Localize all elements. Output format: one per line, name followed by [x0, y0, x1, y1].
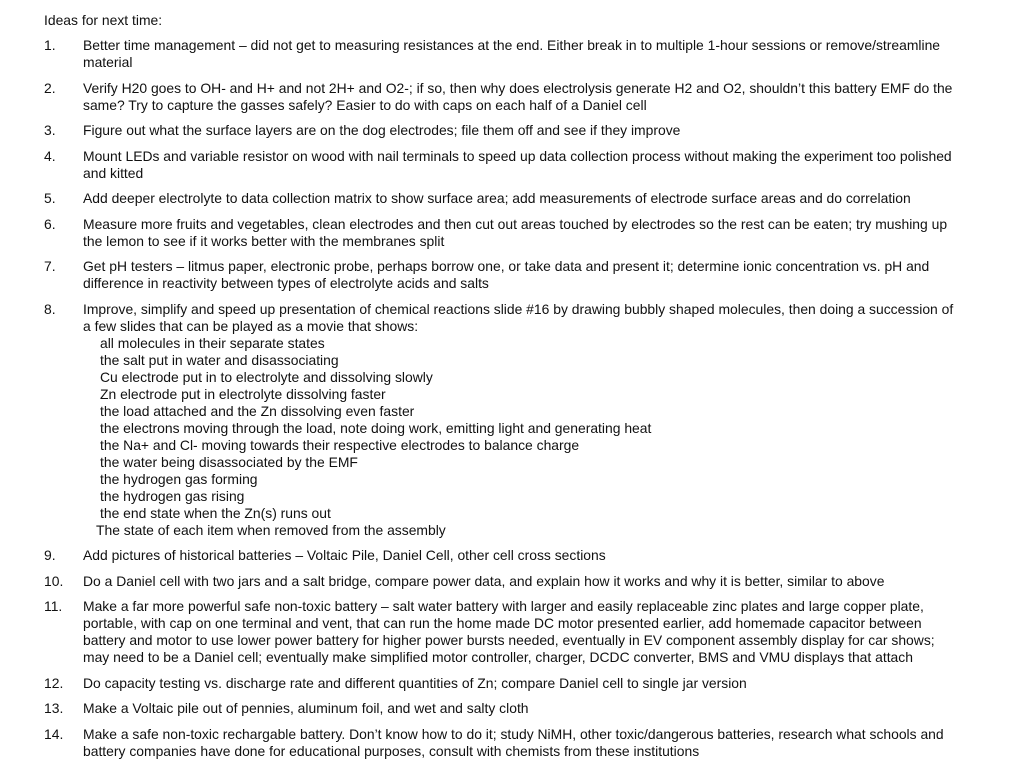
list-item	[44, 598, 964, 666]
sub-list	[83, 335, 964, 522]
list-item-number: 9.	[44, 547, 56, 563]
list-item-body	[83, 547, 964, 564]
list-item-body	[83, 675, 964, 692]
list-item	[44, 258, 964, 292]
list-item-body	[83, 190, 964, 207]
list-item	[44, 37, 964, 71]
sub-list-item: the load attached and the Zn dissolving even faster	[100, 402, 415, 419]
sub-list-item: the electrons moving through the load, note doing work, emitting light and generating heat	[100, 419, 652, 436]
list-item-body	[83, 598, 964, 666]
sub-list-item: Zn electrode put in electrolyte dissolving faster	[100, 385, 386, 402]
list-item	[44, 122, 964, 139]
list-item-number: 4.	[44, 147, 56, 164]
list-item-text: Make a far more powerful safe non-toxic battery – salt water battery with larger and easily replaceable zinc plates and large copper plate, portable, with cap on one terminal and vent, that can run the home made DC motor presented earlier, add homemade capacitor between battery and motor to use lower power battery for higher power bursts needed, eventually in EV component assembly display for car shows; may need to be a Daniel cell; eventually make simplified motor controller, charger, DCDC converter, BMS and VMU displays that attach	[83, 598, 935, 665]
list-item	[44, 216, 964, 250]
list-item-text: Do a Daniel cell with two jars and a salt bridge, compare power data, and explain how it works and why it is better, similar to above	[83, 572, 885, 589]
list-item	[44, 301, 964, 539]
list-item-body	[83, 726, 964, 760]
sub-list-item: Cu electrode put in to electrolyte and dissolving slowly	[100, 368, 433, 385]
list-item-number: 14.	[44, 725, 64, 742]
document-title: Ideas for next time:	[44, 12, 163, 28]
sub-list-item: the hydrogen gas forming	[100, 470, 258, 487]
list-item-number: 12.	[44, 674, 64, 691]
list-item-number: 13.	[44, 700, 64, 716]
sub-list-item: all molecules in their separate states	[100, 334, 325, 351]
list-item-number: 1.	[44, 37, 56, 53]
list-item-text: Add deeper electrolyte to data collection matrix to show surface area; add measurements of electrode surface areas and do correlation	[83, 190, 911, 206]
list-item-text: Get pH testers – litmus paper, electronic probe, perhaps borrow one, or take data and present it; determine ionic concentration vs. pH and difference in reactivity between types of electrolyte acids and salts	[83, 258, 930, 291]
list-item	[44, 80, 964, 114]
list-item-text: Do capacity testing vs. discharge rate and different quantities of Zn; compare Daniel cell to single jar version	[83, 674, 747, 691]
list-item-text: Improve, simplify and speed up presentation of chemical reactions slide #16 by drawing bubbly shaped molecules, then doing a succession of a few slides that can be played as a movie that shows:	[83, 300, 954, 334]
list-item-number: 11.	[44, 598, 63, 614]
list-item-number: 6.	[44, 215, 56, 232]
list-item-number: 7.	[44, 258, 56, 274]
list-item-number: 5.	[44, 190, 56, 206]
list-item-body	[83, 216, 964, 250]
list-item	[44, 547, 964, 564]
list-item-body	[83, 301, 964, 539]
list-item-body	[83, 122, 964, 139]
list-item-number: 3.	[44, 122, 56, 138]
list-item	[44, 190, 964, 207]
list-item-text: Figure out what the surface layers are on the dog electrodes; file them off and see if they improve	[83, 122, 681, 138]
sub-list-item: the end state when the Zn(s) runs out	[100, 504, 331, 521]
sub-list-item: the Na+ and Cl- moving towards their respective electrodes to balance charge	[100, 436, 580, 453]
list-item-text: Make a safe non-toxic rechargable battery. Don’t know how to do it; study NiMH, other toxic/dangerous batteries, research what schools and battery companies have done for educational purposes, consult with chemists from these institutions	[83, 725, 944, 759]
document	[44, 12, 964, 768]
list-item-number: 10.	[44, 572, 64, 589]
list-item-body	[83, 258, 964, 292]
list-item-text: Mount LEDs and variable resistor on wood with nail terminals to speed up data collection process without making the experiment too polished and kitted	[83, 147, 952, 181]
list-item	[44, 726, 964, 760]
ideas-list	[44, 37, 964, 760]
list-item-body	[83, 573, 964, 590]
list-item	[44, 700, 964, 717]
list-item	[44, 573, 964, 590]
list-item-body	[83, 80, 964, 114]
list-item-body	[83, 148, 964, 182]
list-item-text: Add pictures of historical batteries – Voltaic Pile, Daniel Cell, other cell cross sections	[83, 547, 606, 563]
list-item-body	[83, 700, 964, 717]
list-item	[44, 675, 964, 692]
list-item-number: 2.	[44, 79, 56, 96]
list-item-text: Verify H20 goes to OH- and H+ and not 2H+ and O2-; if so, then why does electrolysis generate H2 and O2, shouldn’t this battery EMF do the same? Try to capture the gasses safely? Easier to do with caps on each half of a Daniel cell	[83, 79, 953, 113]
sub-list-item: the hydrogen gas rising	[100, 487, 245, 504]
sub-list-item: the salt put in water and disassociating	[100, 351, 339, 368]
list-item-text: Make a Voltaic pile out of pennies, aluminum foil, and wet and salty cloth	[83, 700, 529, 716]
sub-list-item: the water being disassociated by the EMF	[100, 453, 358, 470]
list-item-number: 8.	[44, 300, 56, 317]
list-item-body	[83, 37, 964, 71]
list-item-text: Measure more fruits and vegetables, clean electrodes and then cut out areas touched by electrodes so the rest can be eaten; try mushing up the lemon to see if it works better with the membranes split	[83, 215, 948, 249]
list-item-text: Better time management – did not get to measuring resistances at the end. Either break in to multiple 1-hour sessions or remove/streamline material	[83, 37, 941, 70]
list-item	[44, 148, 964, 182]
list-item-closing-line: The state of each item when removed from the assembly	[96, 521, 446, 538]
